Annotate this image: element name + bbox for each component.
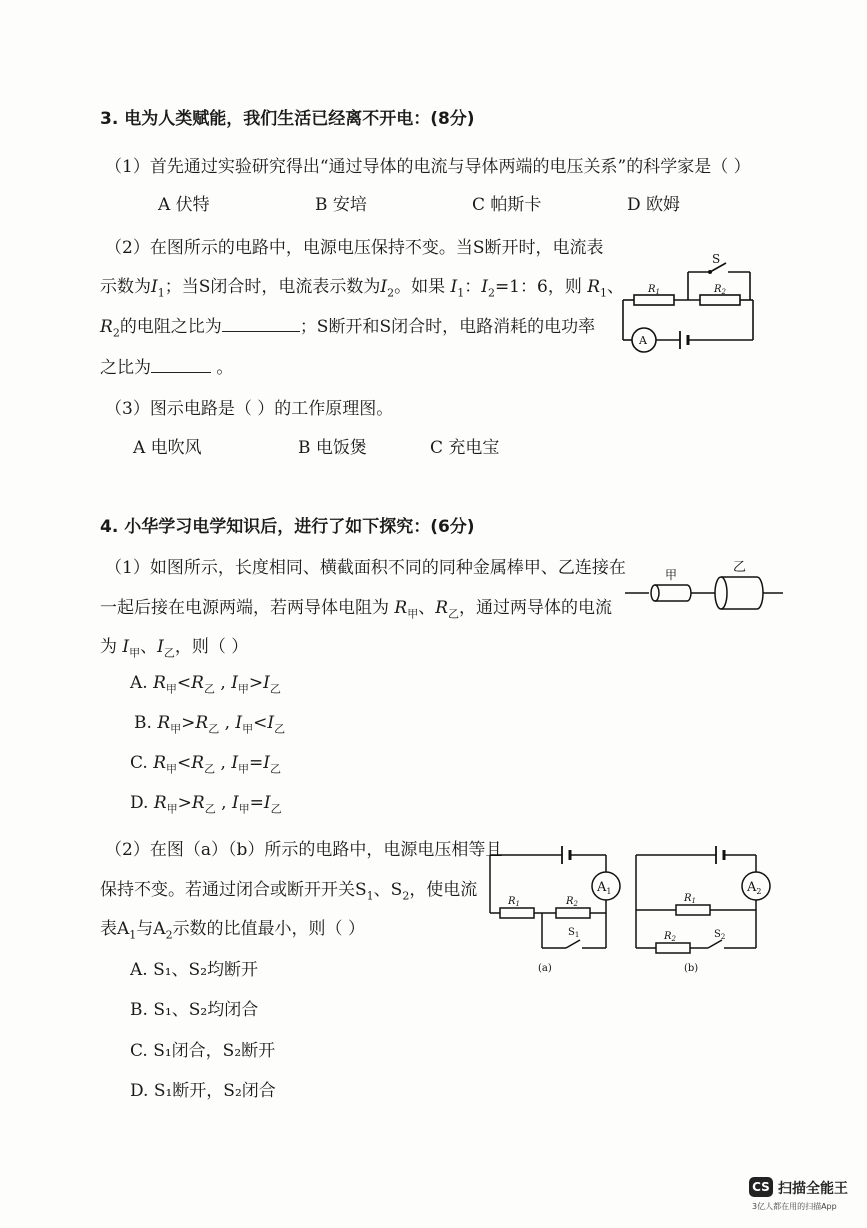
ammeter-a2-label: $A_2$ [747,880,762,896]
r2-label: $R_2$ [664,931,676,943]
q4-title: 4. 小华学习电学知识后，进行了如下探究：(6分) [100,517,475,537]
q3-part2-line2: 示数为$I_1$；当S闭合时，电流表示数为$I_2$。如果 $I_1$：$I_2=1$：6，则 $R_1$、 [100,277,625,300]
q4-part1-option-c: C. $R_甲<R_乙$ , $I_甲=I_乙$ [130,753,281,776]
q3-part3-option-c: C 充电宝 [430,438,500,458]
r1-label: $R_1$ [508,896,520,908]
q3-part2-line3: $R_2$的电阻之比为 ；S断开和S闭合时，电路消耗的电功率 [100,317,596,340]
q3-part2-line4: 之比为 。 [100,358,234,378]
q3-part2-line1: （2）在图所示的电路中，电源电压保持不变。当S断开时，电流表 [105,238,604,258]
q3-circuit-diagram [620,252,770,362]
q4-part1-option-b: B. $R_甲>R_乙$ , $I_甲<I_乙$ [134,713,286,736]
ammeter-label: A [639,334,647,347]
r1-label: $R_1$ [684,893,696,905]
rod-yi-label: 乙 [733,560,747,575]
q3-part1-option-c: C 帕斯卡 [472,195,542,215]
switch-s1-label: $S_1$ [568,927,580,939]
q4-part1-line1: （1）如图所示，长度相同、横截面积不同的同种金属棒甲、乙连接在 [105,558,626,578]
q4-rods-diagram [625,560,785,625]
answer-blank[interactable] [151,356,211,373]
q4-circuit-a [486,845,626,975]
camscanner-logo-icon: CS [749,1177,773,1197]
rod-jia-label: 甲 [665,568,678,582]
ammeter-a1-label: $A_1$ [597,880,612,896]
q4-part2-option-b: B. S₁、S₂均闭合 [130,1000,259,1020]
q4-part1-option-d: D. $R_甲>R_乙$ , $I_甲=I_乙$ [130,793,282,816]
switch-s2-label: $S_2$ [714,929,726,941]
q3-part3-option-a: A 电吹风 [133,438,202,458]
q3-part3-option-b: B 电饭煲 [298,438,367,458]
q4-part2-line2: 保持不变。若通过闭合或断开开关$S_1$、$S_2$，使电流 [100,880,478,903]
r1-label: $R_1$ [648,284,660,296]
q4-part1-option-a: A. $R_甲<R_乙$ , $I_甲>I_乙$ [130,673,281,696]
q3-part1-option-d: D 欧姆 [627,195,681,215]
camscanner-name: 扫描全能王 [778,1181,848,1197]
q3-title: 3. 电为人类赋能，我们生活已经离不开电：(8分) [100,109,475,129]
q4-part2-option-d: D. S₁断开，S₂闭合 [130,1081,276,1101]
q4-part2-option-a: A. S₁、S₂均断开 [130,960,259,980]
fig-b-caption: (b) [684,963,699,974]
q3-part1-stem: （1）首先通过实验研究得出“通过导体的电流与导体两端的电压关系”的科学家是（ ） [105,157,751,177]
switch-label: S [712,252,721,266]
q4-part2-line3: 表$A_1$与$A_2$示数的比值最小，则（ ） [100,919,365,942]
q4-part1-line2: 一起后接在电源两端，若两导体电阻为 $R_甲$、$R_乙$，通过两导体的电流 [100,598,613,621]
q4-part2-line1: （2）在图（a）（b）所示的电路中，电源电压相等且 [105,840,503,860]
r2-label: $R_2$ [566,896,578,908]
q3-part1-option-b: B 安培 [315,195,367,215]
q3-part1-option-a: A 伏特 [158,195,210,215]
q4-circuit-b [632,845,772,975]
q4-part2-option-c: C. S₁闭合，S₂断开 [130,1041,276,1061]
q3-part3-stem: （3）图示电路是（ ）的工作原理图。 [105,399,394,419]
fig-a-caption: (a) [538,963,552,974]
camscanner-tagline: 3亿人都在用的扫描App [752,1202,837,1211]
answer-blank[interactable] [222,315,300,332]
r2-label: $R_2$ [714,284,726,296]
q4-part1-line3: 为 $I_甲$、$I_乙$，则（ ） [100,637,249,660]
